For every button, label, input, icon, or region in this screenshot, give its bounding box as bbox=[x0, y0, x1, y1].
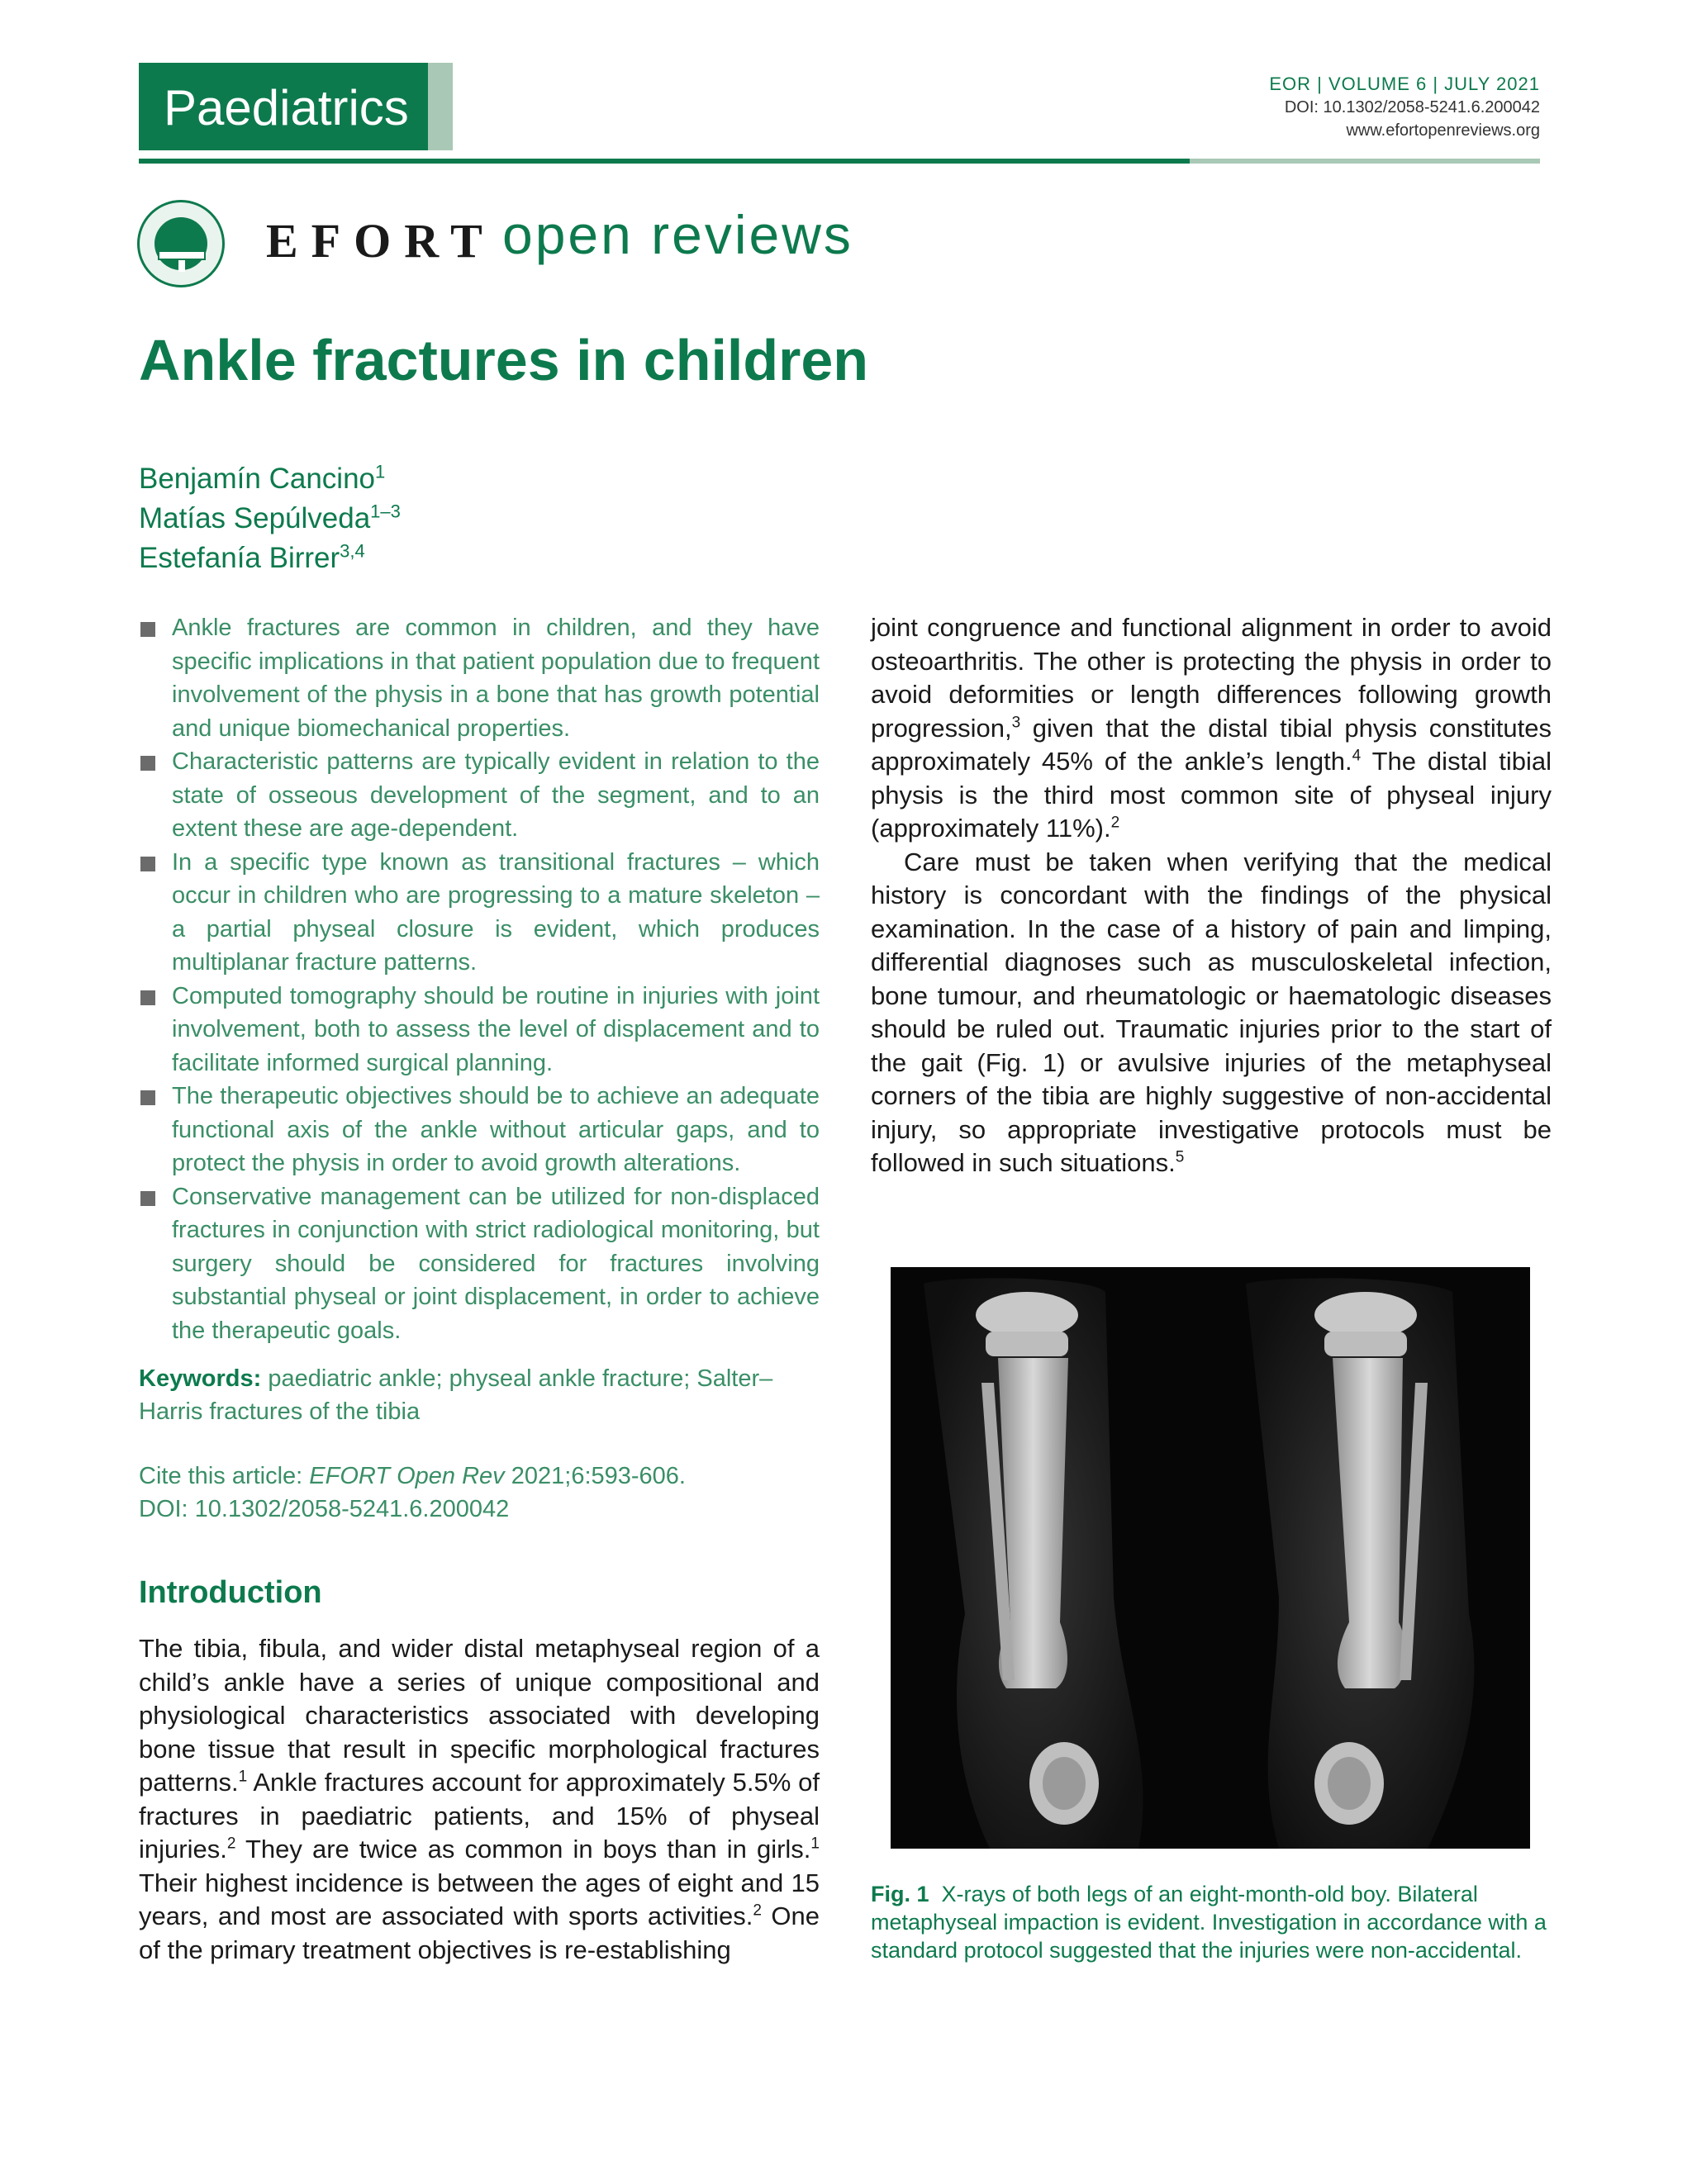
author: Benjamín Cancino$^1$ bbox=[139, 461, 386, 495]
brand-open-reviews: open reviews bbox=[502, 204, 853, 265]
section-tab-edge bbox=[428, 63, 453, 150]
citation: Cite this article: EFORT Open Rev 2021;6:593-606. DOI: 10.1302/2058-5241.6.200042 bbox=[139, 1460, 820, 1526]
key-point: Computed tomography should be routine in injuries with joint involvement, both to assess the level of displacement and to facilitate informed surgical planning. bbox=[139, 980, 820, 1080]
left-column bbox=[139, 611, 820, 1967]
header-rule-end bbox=[1190, 159, 1540, 164]
figure-caption: Fig. 1 X-rays of both legs of an eight-month-old boy. Bilateral metaphyseal impaction is evident. Investigation in accordance with a standard protocol suggested that the injuries were non-accidental. bbox=[871, 1882, 1547, 1963]
bullet-square-icon bbox=[140, 990, 155, 1005]
article-title: Ankle fractures in children bbox=[139, 328, 869, 392]
author: Estefanía Birrer$^{3,4}$ bbox=[139, 540, 365, 574]
seal-band bbox=[158, 250, 206, 260]
body-paragraph: Care must be taken when verifying that the medical history is concordant with the findings of the physical examination. In the case of a history of pain and limping, differential diagnoses such as musculoskeletal infection, bone tumour, and rheumatologic or haematologic diseases should be ruled out. Traumatic injuries prior to the start of the gait (Fig. 1) or avulsive injuries of the metaphyseal corners of the tibia are highly suggestive of non-accidental injury, so appropriate investigative protocols must be followed in such situations.$^5$ bbox=[871, 847, 1552, 1177]
key-point: Characteristic patterns are typically evident in relation to the state of osseous development of the segment, and to an extent these are age-dependent. bbox=[139, 745, 820, 846]
bullet-square-icon bbox=[140, 857, 155, 871]
citation-doi: DOI: 10.1302/2058-5241.6.200042 bbox=[139, 1496, 510, 1522]
journal-meta bbox=[1269, 73, 1540, 142]
introduction-paragraph: The tibia, fibula, and wider distal metaphyseal region of a child’s ankle have a series of unique compositional and physiological characteristics associated with developing bone tissue that result in specific morphological fractures patterns.$^1$ Ankle fractures account for approximately 5.5% of fractures in paediatric patients, and 15% of physeal injuries.$^2$ They are twice as common in boys than in girls.$^1$ Their highest incidence is between the ages of eight and 15 years, and most are associated with sports activities.$^2$ One of the primary treatment objectives is re-establishing bbox=[139, 1634, 820, 1964]
header-rule bbox=[139, 159, 1190, 164]
introduction-heading: Introduction bbox=[139, 1575, 322, 1610]
key-point: Ankle fractures are common in children, and they have specific implications in that patient population due to frequent involvement of the physis in a bone that has growth potential and unique biomechanical properties. bbox=[139, 611, 820, 745]
xray-figure bbox=[891, 1267, 1530, 1849]
bullet-square-icon bbox=[140, 1090, 155, 1105]
bullet-square-icon bbox=[140, 1191, 155, 1206]
journal-website: www.efortopenreviews.org bbox=[1346, 121, 1540, 140]
key-point: In a specific type known as transitional fractures – which occur in children who are progressing to a mature skeleton – a partial physeal closure is evident, which produces multiplanar fracture patterns. bbox=[139, 846, 820, 980]
brand-efort: EFORT bbox=[266, 214, 496, 268]
header-doi: DOI: 10.1302/2058-5241.6.200042 bbox=[1284, 98, 1540, 116]
citation-journal: EFORT Open Rev bbox=[309, 1463, 505, 1489]
key-point: Conservative management can be utilized for non-displaced fractures in conjunction with strict radiological monitoring, but surgery should be considered for fractures involving substantial physeal or joint displacement, in order to achieve the therapeutic goals. bbox=[139, 1180, 820, 1348]
keywords-label: Keywords: bbox=[139, 1365, 262, 1392]
efort-seal-logo bbox=[137, 200, 225, 287]
bullet-square-icon bbox=[140, 622, 155, 637]
body-paragraph: joint congruence and functional alignment in order to avoid osteoarthritis. The other is protecting the physis in order to avoid deformities or length differences following growth progression,$^3$ given that the distal tibial physis constitutes approximately 45% of the ankle’s length.$^4$ The distal tibial physis is the third most common site of physeal injury (approximately 11%).$^2$ bbox=[871, 613, 1552, 843]
figure-label: Fig. 1 bbox=[871, 1882, 929, 1906]
xray-image bbox=[891, 1267, 1530, 1849]
bullet-square-icon bbox=[140, 756, 155, 771]
journal-volume-line: EOR | VOLUME 6 | JULY 2021 bbox=[1269, 74, 1540, 94]
keywords-text: paediatric ankle; physeal ankle fracture; Salter–Harris fractures of the tibia bbox=[139, 1365, 773, 1425]
keywords bbox=[139, 1362, 820, 1428]
key-points bbox=[139, 611, 820, 1347]
section-tab bbox=[139, 63, 453, 150]
author-list bbox=[139, 459, 401, 578]
key-point: The therapeutic objectives should be to achieve an adequate functional axis of the ankle without articular gaps, and to protect the physis in order to avoid growth alterations. bbox=[139, 1080, 820, 1180]
author: Matías Sepúlveda$^{1-3}$ bbox=[139, 501, 401, 534]
right-column bbox=[871, 611, 1552, 1180]
section-label: Paediatrics bbox=[164, 80, 409, 135]
